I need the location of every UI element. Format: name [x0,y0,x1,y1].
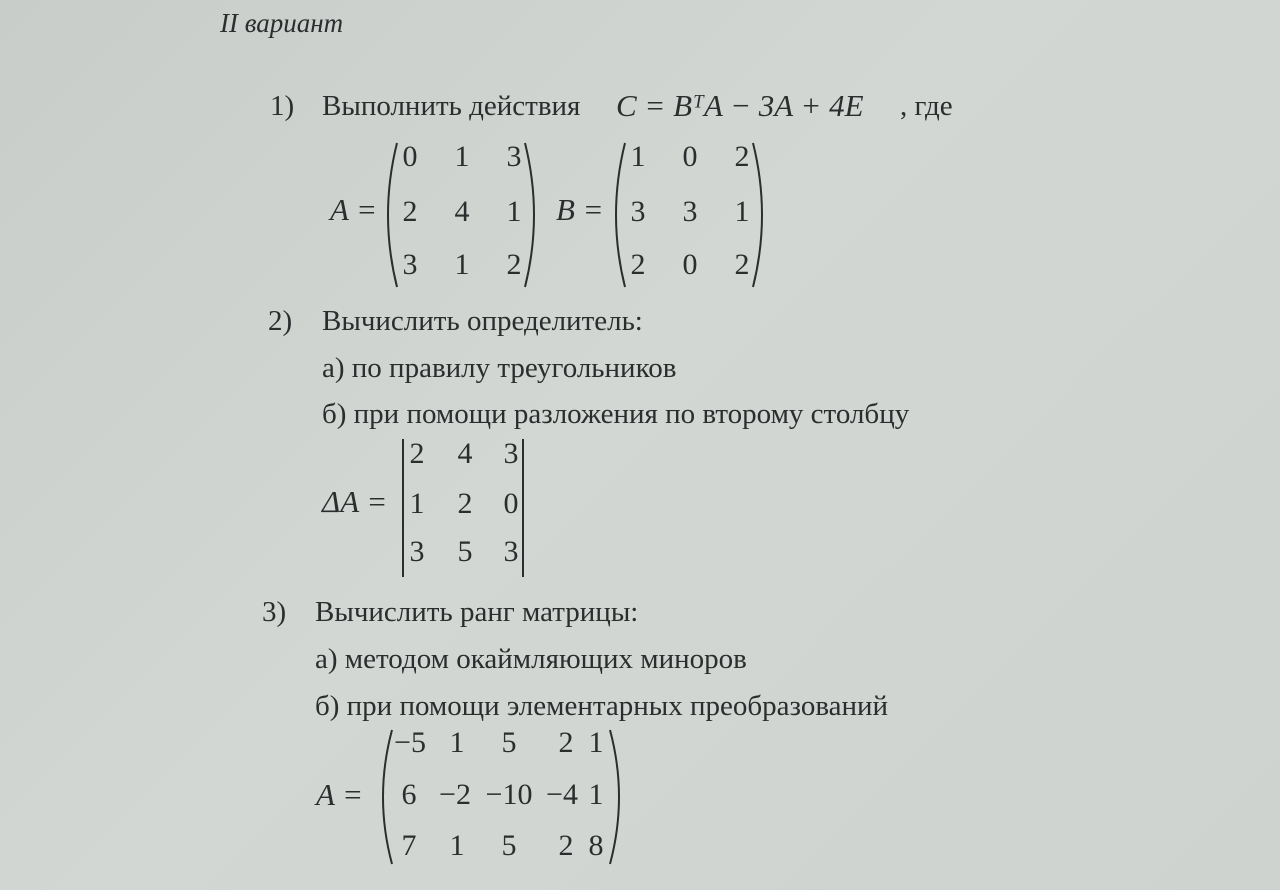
matrix-b-cell: 2 [734,140,750,173]
matrix-a-cell: 1 [454,140,470,173]
det-matrix [398,435,533,580]
variant-title: II вариант [220,8,344,38]
rank-matrix-cell: 5 [501,726,517,759]
rank-matrix [370,722,632,872]
matrix-a-cell: 3 [402,248,418,281]
rank-matrix-cell: −2 [439,778,471,811]
task-3-number: 3) [262,596,287,628]
matrix-b [603,135,773,295]
matrix-b-cell: 2 [734,248,750,281]
det-cell: 4 [457,437,473,470]
det-cell: 2 [409,437,425,470]
rank-matrix-cell: 1 [588,726,604,759]
matrix-b-cell: 1 [734,195,750,228]
task-3-text: Вычислить ранг матрицы: [315,596,639,628]
det-cell: 2 [457,487,473,520]
task-1-formula: C = BᵀA − 3A + 4E [616,88,864,123]
matrix-b-cell: 2 [630,248,646,281]
matrix-a-cell: 4 [454,195,470,228]
matrix-b-cell: 0 [682,248,698,281]
det-cell: 1 [409,487,425,520]
task-1-text: Выполнить действия [322,90,581,122]
matrix-a [375,135,545,295]
det-cell: 3 [409,535,425,568]
matrix-a-cell: 3 [506,140,522,173]
task-2-item-a: а) по правилу треугольников [322,352,677,384]
task-2-item-b: б) при помощи разложения по второму столбцу [322,398,910,430]
det-cell: 0 [503,487,519,520]
task-3-item-b: б) при помощи элементарных преобразований [315,690,889,722]
rank-matrix-cell: −10 [485,778,533,811]
matrix-a-cell: 2 [402,195,418,228]
matrix-a-cell: 0 [402,140,418,173]
rank-matrix-cell: 5 [501,829,517,862]
matrix-a-cell: 2 [506,248,522,281]
rank-matrix-cell: 2 [558,829,574,862]
rank-matrix-cell: −4 [546,778,578,811]
matrix-a-label: A = [330,192,378,227]
det-label: ΔA = [322,484,388,519]
matrix-a-cell: 1 [506,195,522,228]
matrix-b-label: B = [556,192,604,227]
matrix-b-cell: 3 [682,195,698,228]
det-cell: 3 [503,437,519,470]
rank-matrix-cell: 8 [588,829,604,862]
rank-matrix-cell: 7 [401,829,417,862]
rank-matrix-cell: 1 [449,829,465,862]
rank-matrix-cell: 1 [449,726,465,759]
matrix-b-cell: 1 [630,140,646,173]
task-2-number: 2) [268,305,293,337]
task-1-suffix: , где [900,90,953,122]
matrix-b-cell: 0 [682,140,698,173]
det-cell: 5 [457,535,473,568]
rank-matrix-cell: 6 [401,778,417,811]
task-3-item-a: а) методом окаймляющих миноров [315,643,747,675]
rank-matrix-cell: 1 [588,778,604,811]
task-1-number: 1) [270,90,295,122]
rank-matrix-cell: −5 [394,726,426,759]
matrix-a-cell: 1 [454,248,470,281]
task-2-text: Вычислить определитель: [322,305,643,337]
matrix-b-cell: 3 [630,195,646,228]
rank-matrix-cell: 2 [558,726,574,759]
rank-matrix-label: A = [316,777,364,812]
det-cell: 3 [503,535,519,568]
